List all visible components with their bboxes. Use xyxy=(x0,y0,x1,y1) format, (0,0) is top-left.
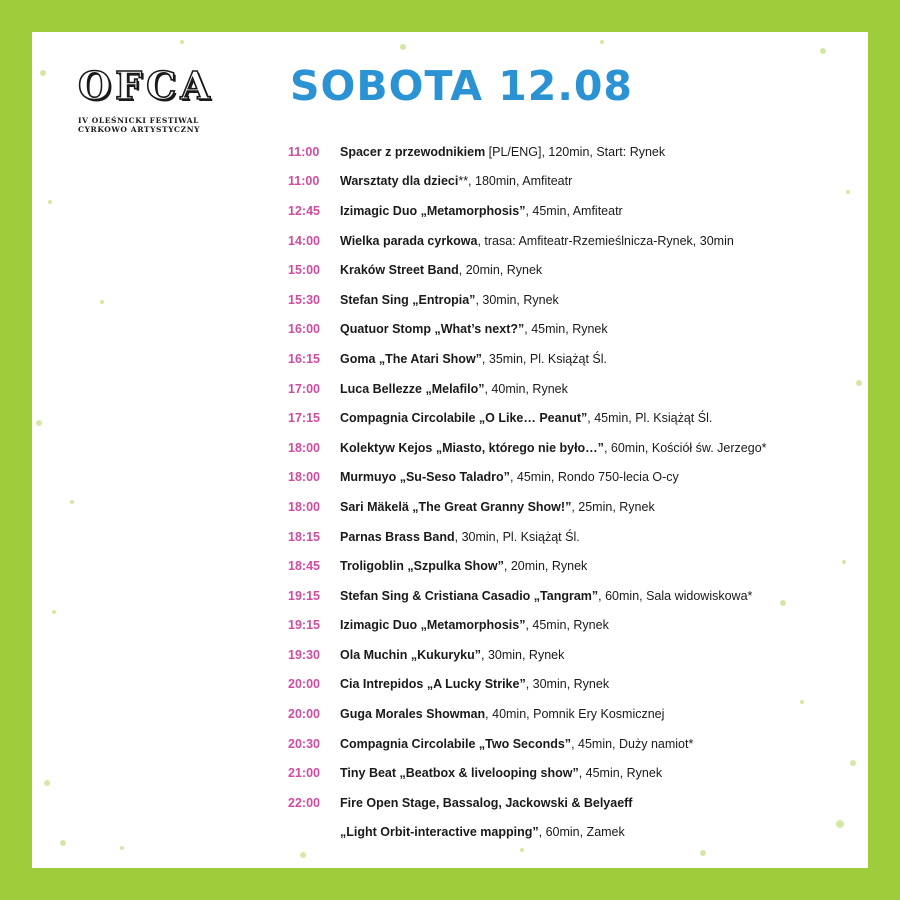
schedule-row xyxy=(288,670,848,700)
event-description xyxy=(340,145,665,159)
paint-speck xyxy=(52,610,56,614)
schedule-row xyxy=(288,255,848,285)
paint-speck xyxy=(44,780,50,786)
event-description xyxy=(340,707,664,721)
event-name: Luca Bellezze „Melafilo” xyxy=(340,381,485,396)
event-time: 16:15 xyxy=(288,351,320,366)
event-name: Cia Intrepidos „A Lucky Strike” xyxy=(340,677,526,692)
paint-speck xyxy=(400,44,406,50)
paint-speck xyxy=(48,200,52,204)
paint-speck xyxy=(856,380,862,386)
schedule-row xyxy=(288,522,848,552)
event-description xyxy=(340,441,767,455)
schedule-row xyxy=(288,285,848,315)
event-name: Kraków Street Band xyxy=(340,263,459,278)
event-description xyxy=(340,825,625,839)
event-details: , 40min, Pomnik Ery Kosmicznej xyxy=(485,707,665,722)
festival-logo xyxy=(78,63,214,134)
paint-speck xyxy=(300,852,306,858)
paint-speck xyxy=(180,40,184,44)
event-time: 22:00 xyxy=(288,795,320,810)
event-name: Parnas Brass Band xyxy=(340,529,455,544)
event-time: 20:30 xyxy=(288,736,320,751)
event-details: , 25min, Rynek xyxy=(571,499,655,514)
paint-speck xyxy=(70,500,74,504)
event-details: , 60min, Kościół św. Jerzego* xyxy=(603,440,767,455)
logo-subtitle xyxy=(78,116,208,134)
paint-speck xyxy=(780,600,786,606)
event-name: Stefan Sing „Entropia” xyxy=(340,292,476,307)
schedule-row xyxy=(288,315,848,345)
schedule-list xyxy=(288,137,848,847)
schedule-row xyxy=(288,433,848,463)
event-time: 14:00 xyxy=(288,233,320,248)
schedule-row xyxy=(288,699,848,729)
event-details: , 45min, Amfiteatr xyxy=(525,203,623,218)
event-time: 16:00 xyxy=(288,322,320,337)
event-time: 15:00 xyxy=(288,263,320,278)
event-details: , 35min, Pl. Książąt Śl. xyxy=(481,351,607,366)
event-name: Warsztaty dla dzieci xyxy=(340,174,459,189)
schedule-row xyxy=(288,226,848,256)
event-time: 11:00 xyxy=(288,174,320,189)
event-time: 18:45 xyxy=(288,559,320,574)
event-description xyxy=(340,559,587,573)
paint-speck xyxy=(836,820,844,828)
event-description xyxy=(340,737,693,751)
event-time: 12:45 xyxy=(288,203,320,218)
schedule-row xyxy=(288,137,848,167)
event-time: 18:00 xyxy=(288,440,320,455)
event-description xyxy=(340,411,712,425)
paint-speck xyxy=(40,70,46,76)
paint-speck xyxy=(36,420,42,426)
paint-speck xyxy=(120,846,124,850)
logo-subtitle-line-1: IV OLEŚNICKI FESTIWAL xyxy=(78,116,200,125)
event-name: Compagnia Circolabile „O Like… Peanut” xyxy=(340,411,588,426)
event-description xyxy=(340,382,568,396)
event-name: Quatuor Stomp „What’s next?” xyxy=(340,322,525,337)
event-time: 19:15 xyxy=(288,588,320,603)
event-details: , trasa: Amfiteatr-Rzemieślnicza-Rynek, 30min xyxy=(477,233,734,248)
event-time: 17:15 xyxy=(288,411,320,426)
event-details: , 40min, Rynek xyxy=(484,381,568,396)
event-description xyxy=(340,500,655,514)
schedule-row xyxy=(288,374,848,404)
day-title: SOBOTA 12.08 xyxy=(290,62,633,110)
paint-speck xyxy=(800,700,804,704)
event-description xyxy=(340,589,752,603)
event-time: 19:30 xyxy=(288,647,320,662)
schedule-row xyxy=(288,463,848,493)
event-description xyxy=(340,263,542,277)
event-name: Izimagic Duo „Metamorphosis” xyxy=(340,203,526,218)
event-details: , 20min, Rynek xyxy=(458,263,543,278)
event-time: 17:00 xyxy=(288,381,320,396)
logo-subtitle-line-2: CYRKOWO ARTYSTYCZNY xyxy=(78,125,201,134)
schedule-row xyxy=(288,729,848,759)
paint-speck xyxy=(846,190,850,194)
paint-speck xyxy=(600,40,604,44)
event-name: Fire Open Stage, Bassalog, Jackowski & Belyaeff xyxy=(340,795,633,810)
event-details: , 30min, Rynek xyxy=(525,677,610,692)
paint-speck xyxy=(100,300,104,304)
event-name: Goma „The Atari Show” xyxy=(340,351,482,366)
paint-speck xyxy=(850,760,856,766)
event-details: , 45min, Rynek xyxy=(525,618,609,633)
event-description xyxy=(340,766,662,780)
schedule-row xyxy=(288,344,848,374)
schedule-row xyxy=(288,581,848,611)
event-details: , 60min, Zamek xyxy=(538,825,625,840)
event-details: , 30min, Rynek xyxy=(481,647,565,662)
event-name: Ola Muchin „Kukuryku” xyxy=(340,647,481,662)
event-description xyxy=(340,234,734,248)
event-time: 20:00 xyxy=(288,677,320,692)
event-description xyxy=(340,352,607,366)
paint-speck xyxy=(820,48,826,54)
paint-speck xyxy=(60,840,66,846)
event-details: , 30min, Pl. Książąt Śl. xyxy=(454,529,580,544)
event-name: Tiny Beat „Beatbox & livelooping show” xyxy=(340,766,579,781)
event-time: 20:00 xyxy=(288,707,320,722)
event-description xyxy=(340,648,564,662)
event-description xyxy=(340,530,580,544)
event-details: , 45min, Duży namiot* xyxy=(571,736,694,751)
event-name: Compagnia Circolabile „Two Seconds” xyxy=(340,736,572,751)
event-name: Stefan Sing & Cristiana Casadio „Tangram” xyxy=(340,588,599,603)
event-description xyxy=(340,293,559,307)
event-name: Wielka parada cyrkowa xyxy=(340,233,478,248)
event-name: Guga Morales Showman xyxy=(340,707,486,722)
event-time: 18:00 xyxy=(288,499,320,514)
event-time: 15:30 xyxy=(288,292,320,307)
event-time: 11:00 xyxy=(288,144,320,159)
event-details: , 45min, Pl. Książąt Śl. xyxy=(587,411,713,426)
schedule-row xyxy=(288,758,848,788)
event-time: 18:00 xyxy=(288,470,320,485)
schedule-row xyxy=(288,611,848,641)
event-details: , 20min, Rynek xyxy=(503,559,588,574)
schedule-row xyxy=(288,167,848,197)
event-description xyxy=(340,618,609,632)
event-details: , 60min, Sala widowiskowa* xyxy=(598,588,753,603)
event-name: Murmuyo „Su-Seso Taladro” xyxy=(340,470,510,485)
schedule-row xyxy=(288,551,848,581)
event-details: **, 180min, Amfiteatr xyxy=(458,174,573,189)
event-description xyxy=(340,204,623,218)
event-details: , 45min, Rynek xyxy=(578,766,663,781)
event-description xyxy=(340,796,632,810)
event-name: „Light Orbit-interactive mapping” xyxy=(340,825,539,840)
event-name: Sari Mäkelä „The Great Granny Show!” xyxy=(340,499,572,514)
event-name: Kolektyw Kejos „Miasto, którego nie było…” xyxy=(340,440,604,455)
schedule-row xyxy=(288,403,848,433)
event-description xyxy=(340,470,679,484)
paint-speck xyxy=(700,850,706,856)
event-description xyxy=(340,174,572,188)
logo-wordmark: OFCA xyxy=(78,63,214,108)
event-details: , 30min, Rynek xyxy=(475,292,559,307)
event-description xyxy=(340,322,608,336)
event-time: 18:15 xyxy=(288,529,320,544)
schedule-row xyxy=(288,788,848,818)
event-details: [PL/ENG], 120min, Start: Rynek xyxy=(485,144,666,159)
event-name: Spacer z przewodnikiem xyxy=(340,144,486,159)
schedule-row xyxy=(288,492,848,522)
event-name: Troligoblin „Szpulka Show” xyxy=(340,559,504,574)
schedule-row xyxy=(288,818,848,848)
schedule-row xyxy=(288,196,848,226)
event-description xyxy=(340,677,609,691)
event-details: , 45min, Rynek xyxy=(524,322,608,337)
event-details: , 45min, Rondo 750-lecia O-cy xyxy=(509,470,679,485)
paint-speck xyxy=(842,560,846,564)
schedule-row xyxy=(288,640,848,670)
paint-speck xyxy=(520,848,524,852)
event-name: Izimagic Duo „Metamorphosis” xyxy=(340,618,526,633)
event-time: 21:00 xyxy=(288,766,320,781)
event-time: 19:15 xyxy=(288,618,320,633)
